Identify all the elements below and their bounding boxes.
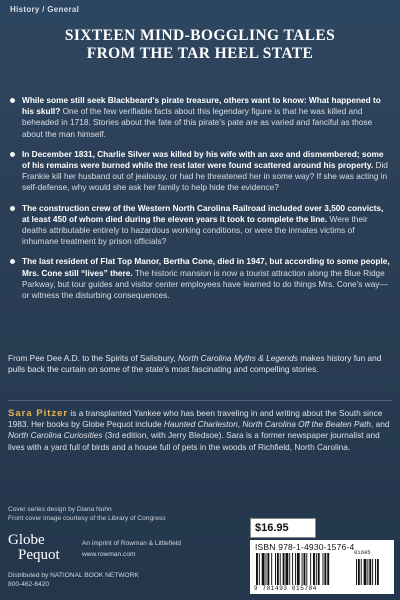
price: $16.95 [255, 522, 289, 534]
bullet-text: The historic mansion is now a tourist attraction along the Blue Ridge Parkway, but tour guides and visitor center employees have learned to do things Mrs. Cone's way—or witness the disturbing consequences. [22, 267, 388, 301]
bio-book-title: North Carolina Curiosities [8, 430, 103, 441]
bullet-blackbeard [8, 95, 392, 140]
bullet-railroad [8, 203, 392, 248]
summary-post: makes history fun and pulls back the curtain on some of the state's most fascinating and compelling stories. [8, 353, 382, 375]
barcode-icon [256, 553, 388, 585]
bio-book-title: Haunted Charleston [163, 419, 238, 430]
headline [14, 27, 386, 63]
book-title: North Carolina Myths & Legends [178, 353, 298, 363]
category-bar [0, 0, 400, 22]
bullet-charlie-silver [8, 149, 392, 194]
headline-line-2: FROM THE TAR HEEL STATE [86, 45, 314, 62]
bio-book-title: North Carolina Off the Beaten Path [242, 419, 372, 430]
logo-line-2: Pequot [18, 547, 60, 563]
bullet-lead: The construction crew of the Western North Carolina Railroad included over 3,500 convicts, at least 450 of whom died during the eleven years it took to complete the line. [22, 202, 384, 224]
summary-paragraph [8, 353, 392, 375]
summary-pre: From Pee Dee A.D. to the Spirits of Salisbury, [8, 353, 179, 363]
series-design-credit: Cover series design by Diana Nuhn [8, 506, 112, 513]
headline-line-1: SIXTEEN MIND-BOGGLING TALES [64, 27, 336, 44]
isbn: ISBN 978-1-4930-1576-4 [255, 542, 355, 552]
logo-line-1: Globe [8, 532, 45, 548]
author-name: Sara Pitzer [8, 408, 69, 419]
bullet-lead: In December 1831, Charlie Silver was killed by his wife with an axe and dismembered; some of his remains were burned while the rest later were found scattered around his property. [22, 148, 384, 171]
bullet-text: One of the few verifiable facts about this legendary figure is that he was killed and beheaded in 1718. Stories about the fate of this pirate's pate are as varied and fanciful as those about the man himself. [22, 106, 373, 139]
distributor-info [8, 571, 228, 589]
bullet-lead: While some still seek Blackbeard's pirate treasure, others want to know: What happened to his skull? [22, 95, 381, 117]
barcode-digits: 9 781493 015784 [254, 585, 318, 592]
bullet-dot-icon [10, 206, 15, 211]
barcode-addon-digits: 01695 [354, 549, 371, 556]
bullet-dot-icon [10, 98, 15, 103]
imprint-info [82, 538, 252, 560]
cover-credits [8, 505, 228, 523]
category-label: History / General [10, 5, 80, 14]
tale-bullets [8, 95, 392, 310]
front-image-credit: Front cover image courtesy of the Library of Congress [8, 515, 166, 522]
distributor-text: Distributed by NATIONAL BOOK NETWORK [8, 572, 139, 579]
author-bio [8, 408, 392, 453]
divider [8, 400, 392, 401]
bio-text: , [237, 419, 243, 430]
imprint-text: An imprint of Rowman & Littlefield [82, 540, 181, 547]
bullet-dot-icon [10, 259, 15, 264]
bullet-flat-top-manor [8, 256, 392, 301]
bio-text: , and [371, 419, 390, 430]
bullet-text: Did Frankie kill her husband out of jealousy, or had he threatened her in some way? If she was acting in self-defense, why would she ask her family to help hide the evidence? [22, 160, 388, 193]
bullet-dot-icon [10, 152, 15, 157]
bio-text: is a transplanted Yankee who has been traveling in and writing about the South since 1983. Her books by Globe Pequot include [8, 408, 383, 430]
distributor-phone: 800-462-6420 [8, 581, 50, 588]
bio-text: (3rd edition, with Jerry Bledsoe). Sara is a former newspaper journalist and lives with a yard full of birds and a house full of pets in the woods of Richfield, North Carolina. [8, 430, 380, 452]
bullet-lead: The last resident of Flat Top Manor, Bertha Cone, died in 1947, but according to some people, Mrs. Cone still “lives” there. [22, 256, 390, 278]
publisher-url: www.rowman.com [82, 551, 136, 558]
globe-pequot-logo [8, 533, 78, 569]
bullet-text: Were their deaths attributable entirely to hazardous working conditions, or were the inmates victims of inhumane treatment by prison officials? [22, 213, 368, 247]
